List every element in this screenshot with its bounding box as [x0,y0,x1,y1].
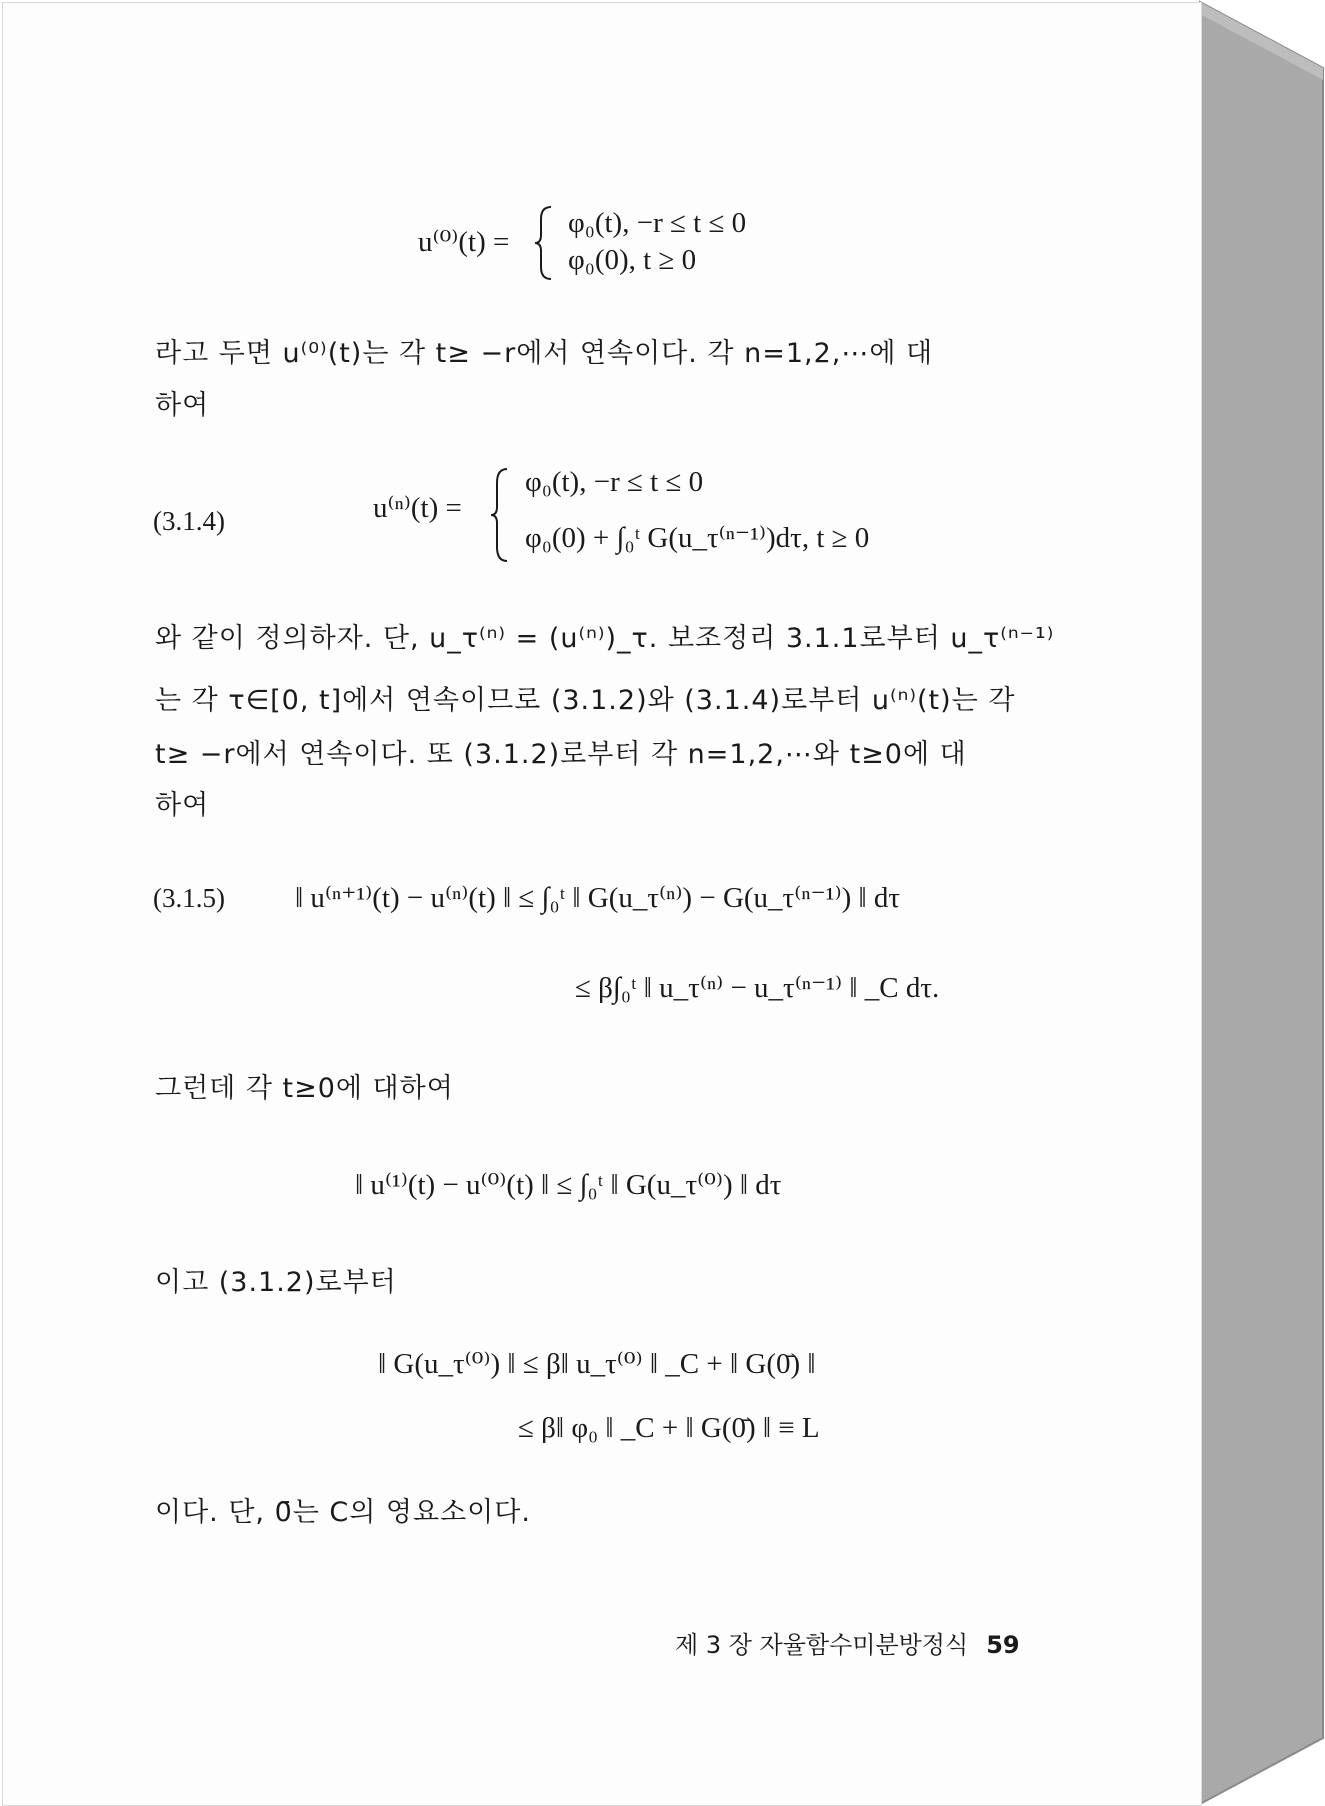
equation-3-1-4-brace [489,465,513,565]
page-number: 59 [986,1631,1020,1659]
equation-bound-2-line-2: ≤ β‖ φ₀ ‖ _C + ‖ G(0̄) ‖ ≡ L [518,1412,820,1444]
equation-u0-lhs: u⁽⁰⁾(t) = [418,226,510,258]
paragraph-4: 이고 (3.1.2)로부터 [155,1267,397,1298]
equation-3-1-5-label: (3.1.5) [153,883,225,913]
equation-u0-brace [533,203,557,283]
chapter-title: 제 3 장 자율함수미분방정식 [675,1631,969,1659]
paragraph-5: 이다. 단, 0̄는 C의 영요소이다. [155,1497,531,1528]
equation-3-1-4-label: (3.1.4) [153,506,225,536]
paragraph-2-line-3: t≥ −r에서 연속이다. 또 (3.1.2)로부터 각 n=1,2,⋯와 t≥0에 대 [155,739,967,770]
page-footer [675,1625,1020,1660]
equation-u0-case2: φ₀(0), t ≥ 0 [568,244,697,276]
equation-3-1-5-line-1: ‖ u⁽ⁿ⁺¹⁾(t) − u⁽ⁿ⁾(t) ‖ ≤ ∫₀ᵗ ‖ G(u_τ⁽ⁿ⁾) − G(u_τ⁽ⁿ⁻¹⁾) ‖ dτ [295,882,901,914]
paragraph-2-line-4: 하여 [155,790,210,821]
equation-bound-1: ‖ u⁽¹⁾(t) − u⁽⁰⁾(t) ‖ ≤ ∫₀ᵗ ‖ G(u_τ⁽⁰⁾) ‖ dτ [355,1169,782,1201]
equation-bound-2-line-1: ‖ G(u_τ⁽⁰⁾) ‖ ≤ β‖ u_τ⁽⁰⁾ ‖ _C + ‖ G(0̄) ‖ [378,1348,816,1380]
equation-3-1-5-line-2: ≤ β∫₀ᵗ ‖ u_τ⁽ⁿ⁾ − u_τ⁽ⁿ⁻¹⁾ ‖ _C dτ. [575,972,940,1004]
equation-3-1-4-lhs: u⁽ⁿ⁾(t) = [373,492,462,524]
paragraph-1-line-2: 하여 [155,390,210,421]
equation-u0-case1: φ₀(t), −r ≤ t ≤ 0 [568,207,747,239]
paragraph-1-line-1: 라고 두면 u⁽⁰⁾(t)는 각 t≥ −r에서 연속이다. 각 n=1,2,⋯에 대 [155,338,934,369]
paragraph-2-line-1: 와 같이 정의하자. 단, u_τ⁽ⁿ⁾ = (u⁽ⁿ⁾)_τ. 보조정리 3.1.1로부터 u_τ⁽ⁿ⁻¹⁾ [155,623,1055,654]
paragraph-2-line-2: 는 각 τ∈[0, t]에서 연속이므로 (3.1.2)와 (3.1.4)로부터 u⁽ⁿ⁾(t)는 각 [155,685,1016,716]
equation-3-1-4-case1: φ₀(t), −r ≤ t ≤ 0 [525,466,704,498]
document-page [2,2,1202,1806]
paragraph-3: 그런데 각 t≥0에 대하여 [155,1073,454,1104]
equation-3-1-4-case2: φ₀(0) + ∫₀ᵗ G(u_τ⁽ⁿ⁻¹⁾)dτ, t ≥ 0 [525,522,870,554]
